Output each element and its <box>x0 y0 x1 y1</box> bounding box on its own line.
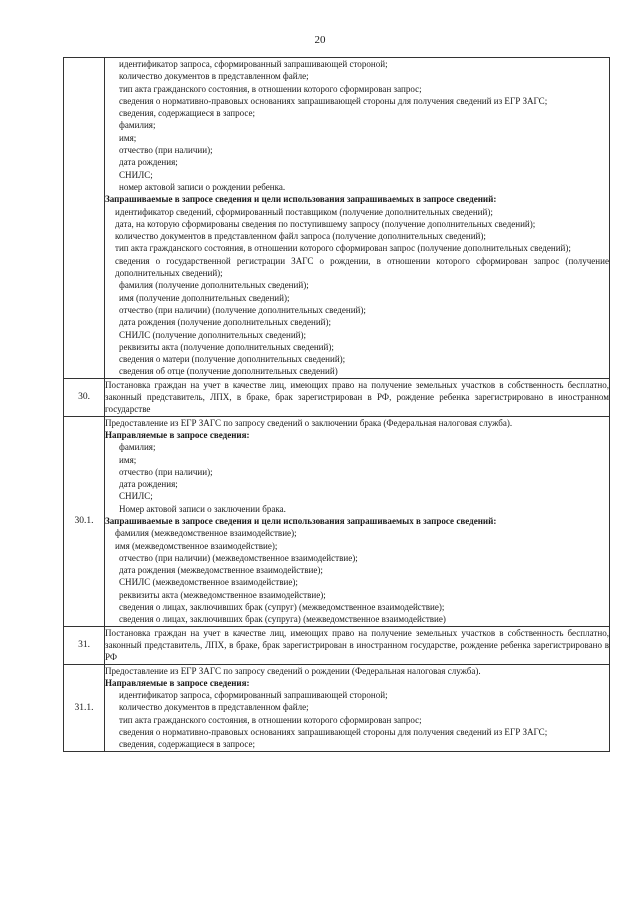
text-line: СНИЛС; <box>119 169 153 180</box>
text-line: тип акта гражданского состояния, в отношении которого сформирован запрос (получение дополнительных сведений); <box>115 243 571 254</box>
text-line: дата рождения (межведомственное взаимодействие); <box>119 565 323 576</box>
text-line: Направляемые в запросе сведения: <box>105 429 250 440</box>
text-line: дата, на которую сформированы сведения по поступившему запросу (получение дополнительных сведений); <box>115 218 536 229</box>
text-line: имя; <box>119 132 137 143</box>
text-line: дата рождения; <box>119 157 178 168</box>
text-line: сведения, содержащиеся в запросе; <box>119 739 256 750</box>
row-content <box>105 626 610 664</box>
text-line: дата рождения (получение дополнительных сведений); <box>119 317 332 328</box>
text-line: Предоставление из ЕГР ЗАГС по запросу сведений о заключении брака (Федеральная налоговая служба). <box>105 417 513 428</box>
row-number: 31. <box>64 626 105 664</box>
text-line: количество документов в представленном файле; <box>119 702 309 713</box>
text-line: реквизиты акта (получение дополнительных сведений); <box>119 341 334 352</box>
text-line: сведения о лицах, заключивших брак (супруга) (межведомственное взаимодействие) <box>119 614 446 625</box>
text-line: тип акта гражданского состояния, в отношении которого сформирован запрос; <box>119 714 422 725</box>
table-row <box>64 416 610 626</box>
data-table <box>63 57 610 752</box>
row-number <box>64 58 105 379</box>
text-line: идентификатор запроса, сформированный запрашивающей стороной; <box>119 690 388 701</box>
text-line: СНИЛС (получение дополнительных сведений); <box>119 329 307 340</box>
text-line: идентификатор сведений, сформированный поставщиком (получение дополнительных сведений); <box>115 206 493 217</box>
row-content <box>105 58 610 379</box>
text-line: количество документов в представленном файл запроса (получение дополнительных сведений); <box>115 231 486 242</box>
text-line: отчество (при наличии); <box>119 145 213 156</box>
text-line: сведения об отце (получение дополнительных сведений) <box>119 366 338 377</box>
text-line: фамилия (межведомственное взаимодействие); <box>115 528 297 539</box>
text-line: отчество (при наличии) (межведомственное взаимодействие); <box>119 552 358 563</box>
text-line: СНИЛС (межведомственное взаимодействие); <box>119 577 298 588</box>
text-line: сведения о лицах, заключивших брак (супруг) (межведомственное взаимодействие); <box>119 602 445 613</box>
text-line: количество документов в представленном файле; <box>119 71 309 82</box>
table-row <box>64 378 610 416</box>
text-line: Запрашиваемые в запросе сведения и цели использования запрашиваемых в запросе сведений: <box>105 515 497 526</box>
table-row <box>64 664 610 751</box>
text-line: дата рождения; <box>119 479 178 490</box>
text-line: отчество (при наличии); <box>119 466 213 477</box>
text-line: сведения, содержащиеся в запросе; <box>119 108 256 119</box>
row-content <box>105 416 610 626</box>
text-line: Предоставление из ЕГР ЗАГС по запросу сведений о рождении (Федеральная налоговая служба). <box>105 665 481 676</box>
text-line: тип акта гражданского состояния, в отношении которого сформирован запрос; <box>119 83 422 94</box>
text-line: реквизиты акта (межведомственное взаимодействие); <box>119 589 326 600</box>
text-line: фамилия; <box>119 442 156 453</box>
text-line: сведения о нормативно-правовых основаниях запрашивающей стороны для получения сведений из ЕГР ЗАГС; <box>119 727 548 738</box>
text-line: сведения о матери (получение дополнительных сведений); <box>119 354 346 365</box>
row-content <box>105 378 610 416</box>
text-line: фамилия; <box>119 120 156 131</box>
text-line: имя (получение дополнительных сведений); <box>119 292 290 303</box>
text-line: номер актовой записи о рождении ребенка. <box>119 181 286 192</box>
row-number: 30.1. <box>64 416 105 626</box>
text-line: Постановка граждан на учет в качестве лиц, имеющих право на получение земельных участков в собственность бесплатно, законный представитель, ЛПХ, в браке, брак зарегистрирован в иностранном государстве, рождение ребенка зарегистрировано в РФ <box>105 627 609 663</box>
text-line: фамилия (получение дополнительных сведений); <box>119 280 309 291</box>
row-content <box>105 664 610 751</box>
text-line: идентификатор запроса, сформированный запрашивающей стороной; <box>119 59 388 69</box>
text-line: сведения о нормативно-правовых основаниях запрашивающей стороны для получения сведений из ЕГР ЗАГС; <box>119 95 548 106</box>
text-line: Постановка граждан на учет в качестве лиц, имеющих право на получение земельных участков в собственность бесплатно, законный представитель, ЛПХ, в браке, брак зарегистрирован в РФ, рождение ребенка зарегистрировано в иностранном государстве <box>105 379 609 415</box>
text-line: Номер актовой записи о заключении брака. <box>119 503 286 514</box>
text-line: Запрашиваемые в запросе сведения и цели использования запрашиваемых в запросе сведений: <box>105 194 497 205</box>
text-line: сведения о государственной регистрации ЗАГС о рождении, в отношении которого сформирован запрос (получение дополнительных сведений); <box>115 255 609 279</box>
table-row <box>64 626 610 664</box>
text-line: Направляемые в запросе сведения: <box>105 677 250 688</box>
text-line: отчество (при наличии) (получение дополнительных сведений); <box>119 304 366 315</box>
text-line: имя; <box>119 454 137 465</box>
row-number: 31.1. <box>64 664 105 751</box>
row-number: 30. <box>64 378 105 416</box>
text-line: имя (межведомственное взаимодействие); <box>115 540 278 551</box>
page-number: 20 <box>314 34 326 46</box>
text-line: СНИЛС; <box>119 491 153 502</box>
table-row <box>64 58 610 379</box>
